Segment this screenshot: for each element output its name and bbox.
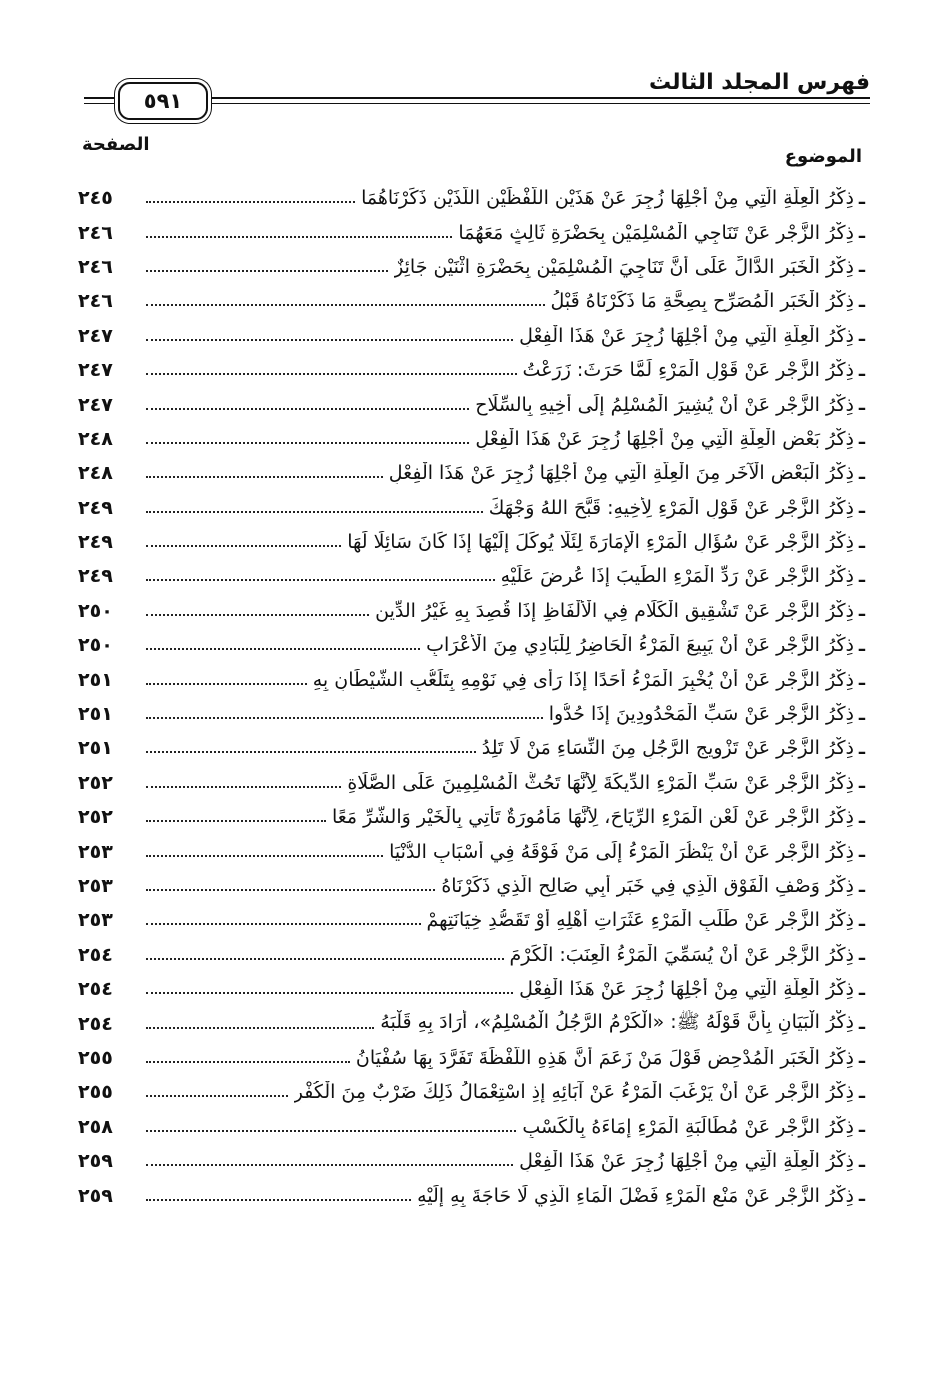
dot-leader <box>146 855 383 857</box>
index-entry <box>78 491 870 525</box>
page-number: ٥٩١ <box>143 89 183 113</box>
index-entry <box>78 972 870 1006</box>
entry-page-number: ٢٤٧ <box>78 359 113 382</box>
entry-page-number: ٢٥٥ <box>78 1046 113 1069</box>
entry-page-number: ٢٥٠ <box>78 634 113 657</box>
entry-title: ذِكْرُ الزَّجْرِ عَنْ رَدِّ الْمَرْءِ الطِّيبَ إِذَا عُرِضَ عَلَيْهِ <box>500 565 854 588</box>
index-entry <box>78 869 870 903</box>
index-entry <box>78 731 870 765</box>
entry-title: ذِكْرُ الزَّجْرِ عَنْ سَبِّ الْمَحْدُودِينَ إِذَا حُدُّوا <box>548 703 854 726</box>
dot-leader <box>146 476 383 478</box>
entry-title: ذِكْرُ الزَّجْرِ عَنْ طَلَبِ الْمَرْءِ عَثَرَاتِ أَهْلِهِ أَوْ تَقَصُّدِ خِيَانَتِهِمْ <box>426 909 854 932</box>
dot-leader <box>146 408 469 410</box>
index-entry <box>78 456 870 490</box>
entry-title: ذِكْرُ الْعِلَّةِ الَّتِي مِنْ أَجْلِهَا زُجِرَ عَنْ هَذَا الْفِعْلِ <box>519 324 854 347</box>
entry-bullet: ـ <box>858 600 866 622</box>
dot-leader <box>146 889 435 891</box>
index-entry <box>78 628 870 662</box>
page-number-box <box>118 82 208 120</box>
entry-bullet: ـ <box>858 359 866 381</box>
dot-leader <box>146 923 421 925</box>
entry-bullet: ـ <box>858 634 866 656</box>
dot-leader <box>146 304 545 306</box>
dot-leader <box>146 1027 374 1029</box>
dot-leader <box>146 1130 516 1132</box>
entry-title: ذِكْرُ الزَّجْرِ عَنْ لَعْنِ الْمَرْءِ الرِّيَاحَ، لِأَنَّهَا مَأْمُورَةٌ تَأْتِي بِالْخَيْرِ وَالشَّرِّ مَعًا <box>331 806 854 829</box>
entry-title: ذِكْرُ بَعْضِ الْعِلَّةِ الَّتِي مِنْ أَجْلِهَا زُجِرَ عَنْ هَذَا الْفِعْلِ <box>475 427 854 450</box>
index-entry <box>78 525 870 559</box>
entry-page-number: ٢٥٤ <box>78 978 113 1001</box>
running-header-title: فهرس المجلد الثالث <box>649 70 870 95</box>
dot-leader <box>146 1199 411 1201</box>
index-entry <box>78 422 870 456</box>
entry-title: ذِكْرُ الْبَعْضِ الْآخَرِ مِنَ الْعِلَّةِ الَّتِي مِنْ أَجْلِهَا زُجِرَ عَنْ هَذَا الْفِعْلِ <box>388 462 854 485</box>
entry-bullet: ـ <box>858 497 866 519</box>
entry-title: ذِكْرُ الْخَبَرِ الْمُدْحِضِ قَوْلَ مَنْ زَعَمَ أَنَّ هَذِهِ اللَّفْظَةَ تَفَرَّدَ بِهَا سُفْيَانُ <box>355 1046 854 1069</box>
index-entry <box>78 387 870 421</box>
index-entry <box>78 1144 870 1178</box>
entry-title: ذِكْرُ الزَّجْرِ عَنْ سُؤَالِ الْمَرْءِ الْإِمَارَةَ لِئَلَّا يُوكَلَ إِلَيْهَا إِذَا كَانَ سَائِلًا لَهَا <box>347 531 854 554</box>
dot-leader <box>146 751 476 753</box>
entry-title: ذِكْرُ الزَّجْرِ عَنْ مُطَالَبَةِ الْمَرْءِ إِمَاءَهُ بِالْكَسْبِ <box>522 1115 854 1138</box>
entry-title: ذِكْرُ الزَّجْرِ عَنْ أَنْ يَنْظُرَ الْمَرْءُ إِلَى مَنْ فَوْقَهُ فِي أَسْبَابِ الدُّنْيَا <box>389 840 854 863</box>
entry-page-number: ٢٥١ <box>78 703 113 726</box>
entry-page-number: ٢٥٥ <box>78 1081 113 1104</box>
entry-title: ذِكْرُ الزَّجْرِ عَنْ أَنْ يُشِيرَ الْمُسْلِمُ إِلَى أَخِيهِ بِالسِّلَاحِ <box>475 393 854 416</box>
dot-leader <box>146 270 388 272</box>
dot-leader <box>146 717 543 719</box>
entry-bullet: ـ <box>858 703 866 725</box>
entry-page-number: ٢٤٦ <box>78 290 113 313</box>
index-entry <box>78 1041 870 1075</box>
entry-page-number: ٢٥١ <box>78 668 113 691</box>
entry-page-number: ٢٥١ <box>78 737 113 760</box>
entry-bullet: ـ <box>858 875 866 897</box>
entry-bullet: ـ <box>858 256 866 278</box>
entry-title: ذِكْرُ الزَّجْرِ عَنْ قَوْلِ الْمَرْءِ لَمَّا حَرَثَ: زَرَعْتُ <box>522 359 854 382</box>
dot-leader <box>146 373 517 375</box>
entry-bullet: ـ <box>858 1013 866 1035</box>
index-entry <box>78 559 870 593</box>
dot-leader <box>146 545 341 547</box>
entry-page-number: ٢٥٤ <box>78 1012 113 1035</box>
entry-bullet: ـ <box>858 806 866 828</box>
header-rule <box>84 103 116 104</box>
index-entry <box>78 1110 870 1144</box>
entry-title: ذِكْرُ الزَّجْرِ عَنْ قَوْلِ الْمَرْءِ لِأَخِيهِ: قَبَّحَ اللهُ وَجْهَكَ <box>488 496 854 519</box>
index-entry <box>78 662 870 696</box>
dot-leader <box>146 614 369 616</box>
entry-bullet: ـ <box>858 1081 866 1103</box>
index-entry <box>78 250 870 284</box>
entry-page-number: ٢٤٩ <box>78 565 113 588</box>
dot-leader <box>146 236 452 238</box>
entry-title: ذِكْرُ الزَّجْرِ عَنْ أَنْ يَرْغَبَ الْمَرْءُ عَنْ آبَائِهِ إِذِ اسْتِعْمَالُ ذَلِكَ ضَرْبٌ مِنَ الْكُفْرِ <box>293 1081 854 1104</box>
index-entry <box>78 1178 870 1212</box>
entry-bullet: ـ <box>858 325 866 347</box>
column-label-page: الصفحة <box>82 134 150 155</box>
entry-page-number: ٢٤٨ <box>78 462 113 485</box>
entry-page-number: ٢٤٧ <box>78 324 113 347</box>
dot-leader <box>146 579 495 581</box>
entry-page-number: ٢٥٢ <box>78 806 113 829</box>
entry-title: ذِكْرُ الْخَبَرِ الدَّالِّ عَلَى أَنَّ تَنَاجِيَ الْمُسْلِمَيْنِ بِحَضْرَةِ اثْنَيْنِ جَائِزٌ <box>394 255 854 278</box>
entry-bullet: ـ <box>858 978 866 1000</box>
entry-bullet: ـ <box>858 1185 866 1207</box>
entry-page-number: ٢٤٧ <box>78 393 113 416</box>
entry-bullet: ـ <box>858 462 866 484</box>
index-entry <box>78 834 870 868</box>
index-entry <box>78 800 870 834</box>
entry-title: ذِكْرُ الزَّجْرِ عَنْ تَشْقِيقِ الْكَلَامِ فِي الْأَلْفَاظِ إِذَا قُصِدَ بِهِ غَيْرُ الدِّينِ <box>375 599 854 622</box>
column-label-subject: الموضوع <box>784 146 862 167</box>
entry-title: ذِكْرُ الزَّجْرِ عَنْ مَنْعِ الْمَرْءِ فَضْلَ الْمَاءِ الَّذِي لَا حَاجَةَ بِهِ إِلَيْهِ <box>417 1184 854 1207</box>
index-entry <box>78 766 870 800</box>
entry-page-number: ٢٥٣ <box>78 909 113 932</box>
entry-bullet: ـ <box>858 394 866 416</box>
entry-page-number: ٢٥٣ <box>78 840 113 863</box>
index-entry <box>78 353 870 387</box>
entry-page-number: ٢٤٥ <box>78 187 113 210</box>
index-entries-list <box>78 181 870 1213</box>
header-rule <box>208 97 870 99</box>
index-entry <box>78 319 870 353</box>
entry-bullet: ـ <box>858 1150 866 1172</box>
entry-bullet: ـ <box>858 737 866 759</box>
entry-page-number: ٢٥٠ <box>78 599 113 622</box>
entry-title: ذِكْرُ وَصْفِ الْفَوْقِ الَّذِي فِي خَبَرِ أَبِي صَالِحٍ الَّذِي ذَكَرْنَاهُ <box>441 875 854 897</box>
index-entry <box>78 938 870 972</box>
entry-bullet: ـ <box>858 1047 866 1069</box>
header-rule <box>208 103 870 104</box>
entry-title: ذِكْرُ الزَّجْرِ عَنْ تَزْوِيجِ الرَّجُلِ مِنَ النِّسَاءِ مَنْ لَا تَلِدُ <box>481 737 854 760</box>
entry-page-number: ٢٥٤ <box>78 943 113 966</box>
index-entry <box>78 215 870 249</box>
entry-page-number: ٢٤٩ <box>78 496 113 519</box>
entry-title: ذِكْرُ الزَّجْرِ عَنْ أَنْ يُخْبِرَ الْمَرْءُ أَحَدًا إِذَا رَأَى فِي نَوْمِهِ بِتَلَعُّبِ الشَّيْطَانِ بِهِ <box>312 668 854 691</box>
dot-leader <box>146 820 326 822</box>
entry-title: ذِكْرُ الْعِلَّةِ الَّتِي مِنْ أَجْلِهَا زُجِرَ عَنْ هَذَا الْفِعْلِ <box>519 978 854 1001</box>
entry-title: ذِكْرُ الْعِلَّةِ الَّتِي مِنْ أَجْلِهَا زُجِرَ عَنْ هَذَا الْفِعْلِ <box>519 1150 854 1173</box>
entry-page-number: ٢٥٩ <box>78 1184 113 1207</box>
entry-bullet: ـ <box>858 531 866 553</box>
header-rule <box>84 97 116 99</box>
index-entry <box>78 594 870 628</box>
entry-page-number: ٢٤٦ <box>78 255 113 278</box>
entry-bullet: ـ <box>858 1116 866 1138</box>
entry-title: ذِكْرُ الزَّجْرِ عَنْ أَنْ يُسَمِّيَ الْمَرْءُ الْعِنَبَ: الْكَرْمَ <box>509 943 854 966</box>
index-entry <box>78 903 870 937</box>
dot-leader <box>146 511 483 513</box>
entry-bullet: ـ <box>858 669 866 691</box>
entry-page-number: ٢٤٦ <box>78 221 113 244</box>
entry-title: ذِكْرُ الْخَبَرِ الْمُصَرِّحِ بِصِحَّةِ مَا ذَكَرْنَاهُ قَبْلُ <box>550 290 854 313</box>
entry-title: ذِكْرُ الْعِلَّةِ الَّتِي مِنْ أَجْلِهَا زُجِرَ عَنْ هَذَيْنِ اللَّفْظَيْنِ اللَّذَيْنِ ذَكَرْنَاهُمَا <box>361 187 854 210</box>
entry-title: ذِكْرُ الزَّجْرِ عَنْ تَنَاجِي الْمُسْلِمَيْنِ بِحَضْرَةِ ثَالِثٍ مَعَهُمَا <box>458 221 854 244</box>
entry-bullet: ـ <box>858 428 866 450</box>
index-entry <box>78 1006 870 1040</box>
entry-page-number: ٢٥٩ <box>78 1150 113 1173</box>
entry-title: ذِكْرُ الْبَيَانِ بِأَنَّ قَوْلَهُ ﷺ: «الْكَرْمُ الرَّجُلُ الْمُسْلِمُ»، أَرَادَ بِهِ قَلْبَهُ <box>380 1010 854 1033</box>
dot-leader <box>146 201 355 203</box>
dot-leader <box>146 1164 513 1166</box>
index-entry <box>78 697 870 731</box>
entry-title: ذِكْرُ الزَّجْرِ عَنْ أَنْ يَبِيعَ الْمَرْءُ الْحَاضِرُ لِلْبَادِي مِنَ الْأَعْرَابِ <box>426 634 854 657</box>
entry-page-number: ٢٤٩ <box>78 531 113 554</box>
index-entry <box>78 181 870 215</box>
dot-leader <box>146 339 513 341</box>
entry-bullet: ـ <box>858 290 866 312</box>
dot-leader <box>146 683 307 685</box>
entry-bullet: ـ <box>858 909 866 931</box>
dot-leader <box>146 442 469 444</box>
entry-title: ذِكْرُ الزَّجْرِ عَنْ سَبِّ الْمَرْءِ الدِّيكَةَ لِأَنَّهَا تَحُثُّ الْمُسْلِمِينَ عَلَى الصَّلَاةِ <box>347 771 854 794</box>
entry-bullet: ـ <box>858 222 866 244</box>
dot-leader <box>146 786 341 788</box>
dot-leader <box>146 648 420 650</box>
entry-bullet: ـ <box>858 772 866 794</box>
dot-leader <box>146 1061 350 1063</box>
entry-bullet: ـ <box>858 565 866 587</box>
entry-page-number: ٢٤٨ <box>78 427 113 450</box>
entry-page-number: ٢٥٣ <box>78 875 113 897</box>
index-entry <box>78 1075 870 1109</box>
dot-leader <box>146 992 513 994</box>
entry-bullet: ـ <box>858 944 866 966</box>
entry-bullet: ـ <box>858 187 866 209</box>
index-entry <box>78 284 870 318</box>
dot-leader <box>146 958 504 960</box>
entry-bullet: ـ <box>858 841 866 863</box>
entry-page-number: ٢٥٢ <box>78 771 113 794</box>
dot-leader <box>146 1095 288 1097</box>
entry-page-number: ٢٥٨ <box>78 1115 113 1138</box>
